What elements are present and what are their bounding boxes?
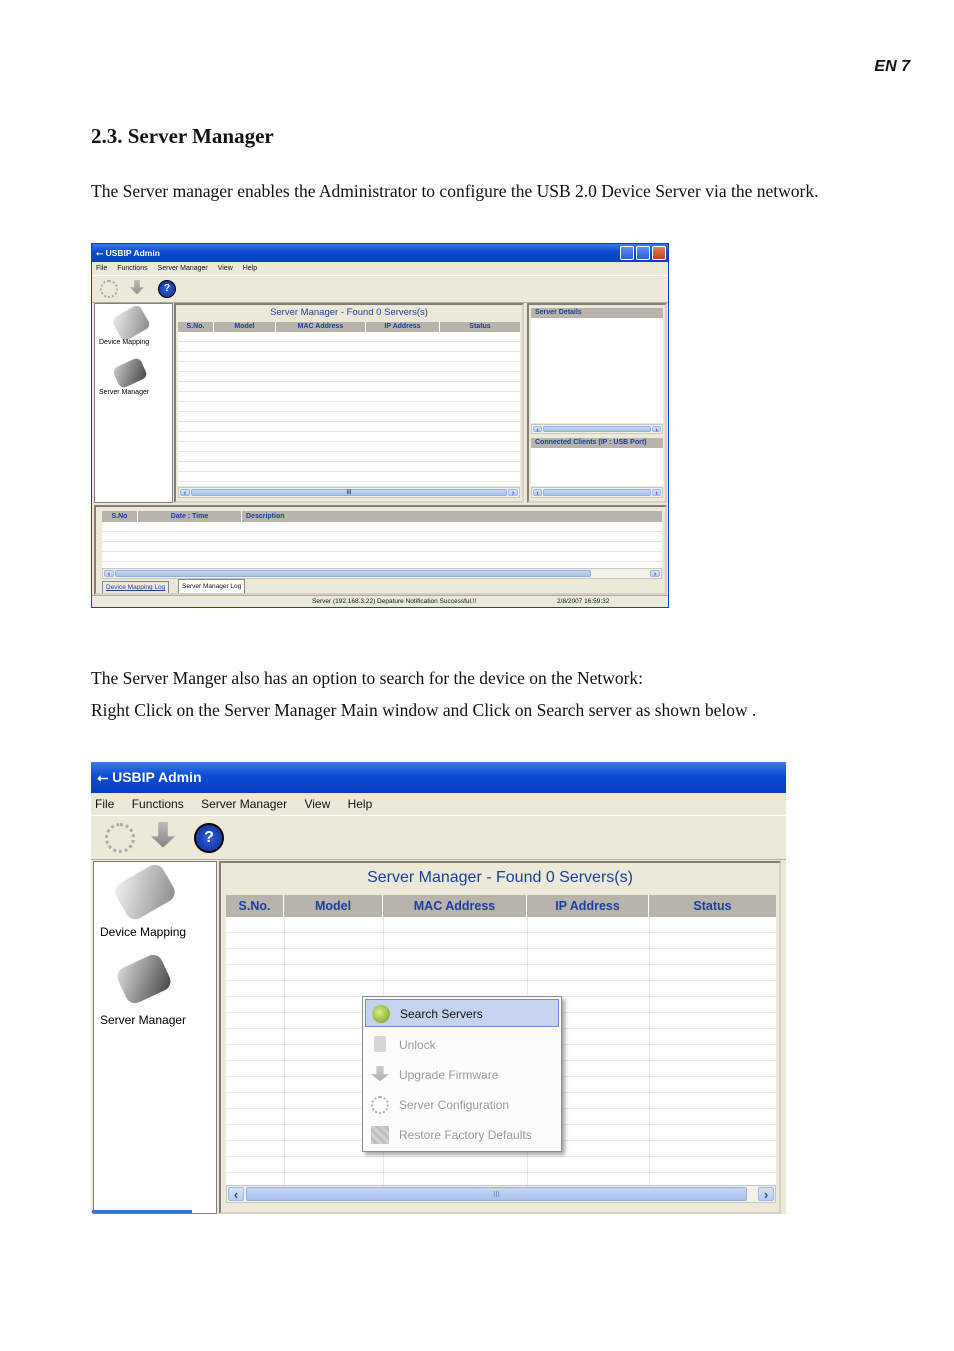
device-mapping-icon-large[interactable] (112, 861, 179, 923)
maximize-button[interactable] (636, 246, 650, 260)
col-ip-large[interactable]: IP Address (527, 895, 649, 917)
server-table-header (178, 322, 520, 332)
minimize-button[interactable] (620, 246, 634, 260)
menu-view-large[interactable]: View (304, 797, 331, 811)
log-scroll-thumb[interactable] (115, 570, 591, 577)
menu-file[interactable]: File (96, 265, 108, 272)
details-scroll-left[interactable]: ‹ (533, 426, 542, 432)
clients-scrollbar[interactable] (531, 487, 663, 498)
menu-item-server-configuration[interactable]: Server Configuration (365, 1091, 559, 1119)
sidebar-large (93, 861, 217, 1214)
clients-scroll-thumb[interactable] (543, 489, 651, 496)
window-title: USBIP Admin (105, 248, 160, 258)
scroll-thumb[interactable] (191, 489, 507, 496)
connected-clients-label: Connected Clients (IP : USB Port) (535, 439, 647, 446)
sidebar-bottom-accent (92, 1210, 192, 1213)
sidebar-label-device-mapping-large[interactable]: Device Mapping (100, 925, 187, 939)
panel-title-large: Server Manager - Found 0 Servers(s) (367, 869, 633, 886)
scroll-left-arrow[interactable]: ‹ (180, 489, 190, 496)
menu-item-unlock[interactable]: Unlock (365, 1031, 559, 1059)
config-gear-icon[interactable] (100, 280, 118, 298)
log-col-datetime[interactable]: Date : Time (138, 511, 242, 522)
sidebar (94, 303, 173, 503)
log-col-sno[interactable]: S.No (102, 511, 138, 522)
menu-server-manager-large[interactable]: Server Manager (201, 797, 288, 811)
scroll-mark-large: III (493, 1190, 500, 1199)
col-status[interactable]: Status (469, 323, 491, 330)
context-menu (362, 996, 562, 1152)
scroll-right-arrow-large[interactable]: › (758, 1187, 774, 1201)
menu-item-search-servers[interactable]: Search Servers (365, 999, 559, 1027)
col-model-large[interactable]: Model (284, 895, 383, 917)
connected-clients-body (531, 448, 663, 486)
sidebar-label-device-mapping[interactable]: Device Mapping (99, 339, 150, 346)
col-status-large[interactable]: Status (693, 899, 732, 913)
menu-bar (92, 262, 668, 275)
window-title-large: USBIP Admin (112, 769, 202, 785)
tab-device-mapping-log[interactable]: Device Mapping Log (102, 581, 169, 593)
help-glyph: ? (163, 283, 171, 294)
server-table-scrollbar-large[interactable] (226, 1185, 776, 1203)
log-table-header (102, 511, 662, 522)
server-details-panel (527, 303, 667, 503)
upgrade-icon[interactable] (130, 280, 144, 298)
help-icon[interactable] (158, 280, 176, 298)
intro-paragraph: The Server manager enables the Administrator to configure the USB 2.0 Device Server via the network. (91, 181, 819, 201)
log-scroll-left[interactable]: ‹ (104, 570, 114, 577)
scroll-thumb-large[interactable] (246, 1187, 747, 1201)
usb-icon-large: ⭠ (97, 769, 109, 785)
toolbar (92, 275, 668, 303)
server-table-scrollbar[interactable] (178, 487, 520, 498)
panel-title: Server Manager - Found 0 Servers(s) (270, 307, 428, 318)
log-table-rows[interactable] (102, 522, 662, 568)
log-panel (94, 505, 667, 595)
col-mac[interactable]: MAC Address (276, 322, 366, 332)
device-mapping-icon[interactable] (111, 304, 152, 343)
clients-scroll-left[interactable]: ‹ (533, 489, 542, 496)
firmware-icon (371, 1066, 389, 1084)
col-sno-large[interactable]: S.No. (226, 895, 284, 917)
menu-functions-large[interactable]: Functions (131, 797, 184, 811)
menu-item-restore-factory-defaults[interactable]: Restore Factory Defaults (365, 1121, 559, 1149)
scroll-mark: III (346, 490, 352, 496)
connected-clients-header (531, 438, 663, 448)
details-scroll-right[interactable]: › (652, 426, 661, 432)
menu-bar-large (91, 793, 786, 815)
page-number: EN 7 (874, 58, 910, 75)
gear-icon (371, 1096, 389, 1114)
col-ip[interactable]: IP Address (366, 322, 440, 332)
col-sno[interactable]: S.No. (178, 322, 214, 332)
help-icon-large[interactable] (194, 823, 224, 853)
server-details-body (531, 318, 663, 423)
menu-item-upgrade-firmware[interactable]: Upgrade Firmware (365, 1061, 559, 1089)
log-scrollbar[interactable] (102, 568, 662, 579)
screenshot-search-servers-window (91, 762, 786, 1214)
scroll-right-arrow[interactable]: › (508, 489, 518, 496)
section-heading: 2.3. Server Manager (91, 124, 274, 148)
server-manager-icon[interactable] (112, 357, 148, 390)
toolbar-large (91, 815, 786, 860)
server-manager-icon-large[interactable] (114, 952, 174, 1007)
config-gear-icon-large[interactable] (105, 823, 135, 853)
search-paragraph-2: Right Click on the Server Manager Main window and Click on Search server as shown below . (91, 700, 757, 720)
usb-icon: ⭠ (96, 248, 104, 258)
lock-icon (374, 1036, 386, 1052)
menu-file-large[interactable]: File (95, 797, 115, 811)
log-scroll-right[interactable]: › (650, 570, 660, 577)
server-details-header (531, 308, 663, 318)
upgrade-icon-large[interactable] (151, 822, 175, 854)
grid-col-line-4 (649, 917, 650, 1185)
sidebar-label-server-manager-large[interactable]: Server Manager (100, 1013, 187, 1027)
col-model[interactable]: Model (214, 322, 276, 332)
details-scroll-thumb[interactable] (543, 426, 651, 432)
tab-server-manager-log[interactable]: Server Manager Log (178, 579, 245, 593)
sidebar-label-server-manager[interactable]: Server Manager (99, 389, 150, 396)
server-table-rows[interactable] (178, 332, 520, 486)
server-details-scrollbar[interactable] (531, 424, 663, 434)
server-list-panel (174, 303, 524, 503)
server-table-header-large (226, 895, 776, 917)
menu-help-large[interactable]: Help (347, 797, 373, 811)
help-glyph-large: ? (204, 829, 214, 846)
search-key-icon (372, 1005, 390, 1023)
search-paragraph-1: The Server Manger also has an option to search for the device on the Network: (91, 668, 644, 688)
title-bar (92, 244, 668, 262)
menu-view[interactable]: View (217, 265, 233, 272)
clients-scroll-right[interactable]: › (652, 489, 661, 496)
server-details-label: Server Details (535, 309, 582, 316)
menu-help[interactable]: Help (242, 265, 258, 272)
close-button[interactable] (652, 246, 666, 260)
status-message: Server (192.168.3.22) Depature Notification Successful.!! (312, 598, 477, 605)
col-mac-large[interactable]: MAC Address (383, 895, 527, 917)
log-col-description[interactable]: Description (246, 513, 285, 520)
restore-icon (371, 1126, 389, 1144)
menu-functions[interactable]: Functions (117, 265, 148, 272)
scroll-left-arrow-large[interactable]: ‹ (228, 1187, 244, 1201)
status-time: 2/8/2007 16:59:32 (557, 598, 610, 605)
title-bar-large (91, 762, 786, 793)
menu-server-manager[interactable]: Server Manager (157, 265, 208, 272)
screenshot-server-manager-window (91, 243, 669, 608)
status-bar (92, 595, 668, 607)
grid-col-line-1 (284, 917, 285, 1185)
